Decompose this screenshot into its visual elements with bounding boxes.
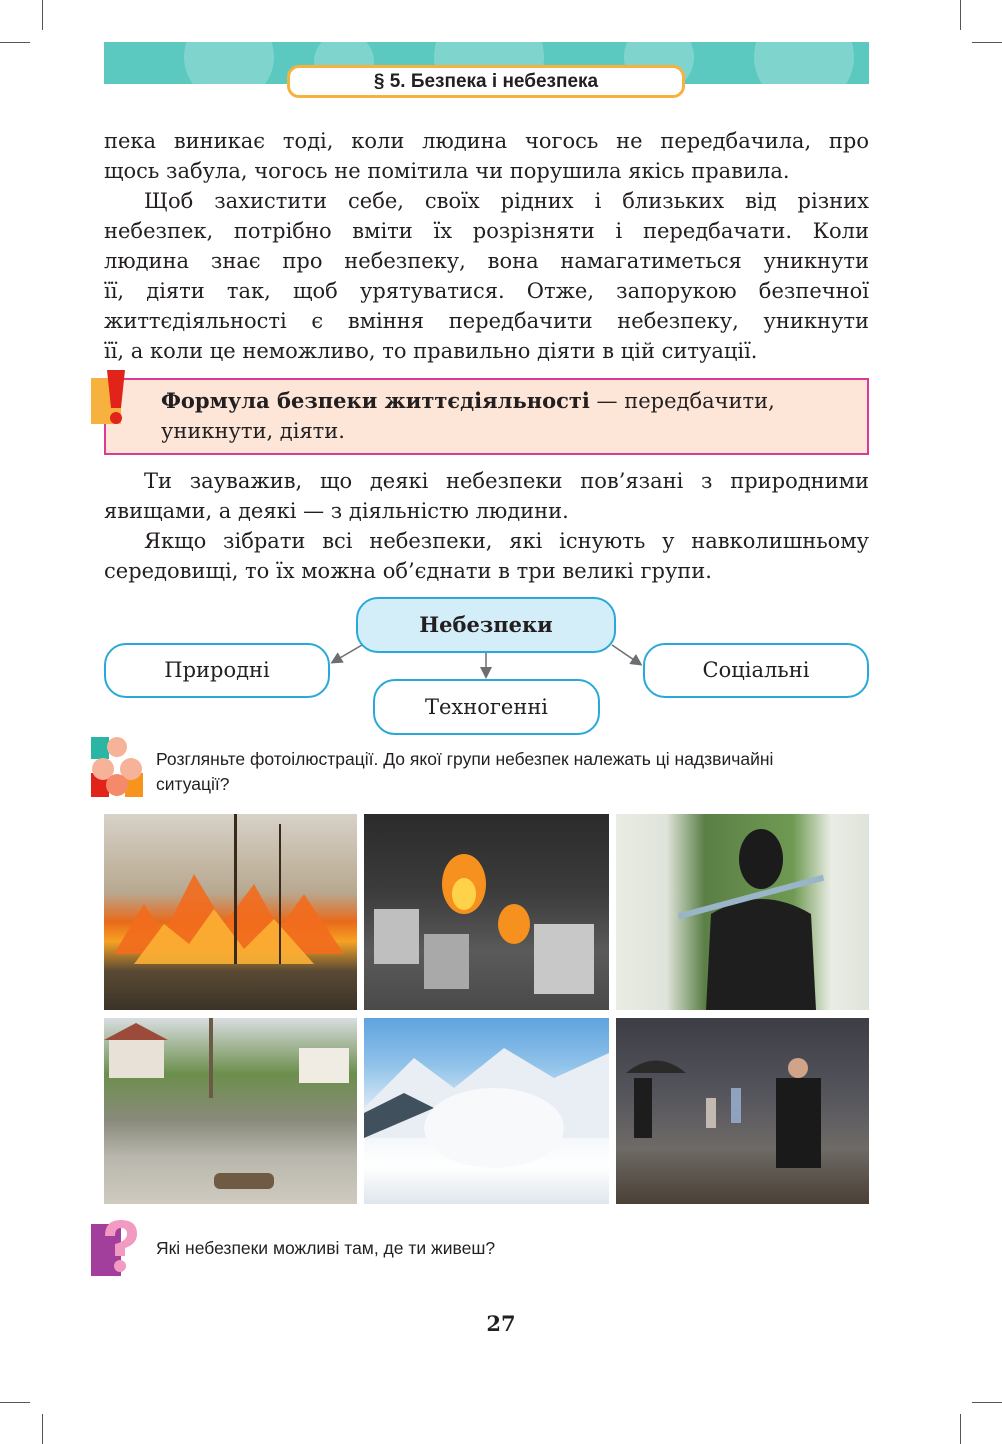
text-line: щось забула, чогось не помітила чи порушила якісь правила. bbox=[104, 159, 790, 183]
text-line: Щоб захистити себе, своїх рідних і близьких від різних bbox=[144, 189, 869, 213]
section-title: § 5. Безпека і небезпека bbox=[287, 65, 685, 98]
text-line: середовищі, то їх можна об’єднати в три великі групи. bbox=[104, 559, 712, 583]
text-line: її, а коли це неможливо, то правильно діяти в цій ситуації. bbox=[104, 339, 758, 363]
question-text: Які небезпеки можливі там, де ти живеш? bbox=[156, 1238, 496, 1258]
industrial-fire-photo bbox=[364, 814, 609, 1010]
rule-term: Формула безпеки життєдіяльності bbox=[161, 388, 590, 413]
text-line: життєдіяльності є вміння передбачити небезпеку, уникнути bbox=[104, 309, 869, 333]
page-number: 27 bbox=[486, 1311, 516, 1336]
group-work-icon bbox=[91, 737, 143, 797]
avalanche-photo bbox=[364, 1018, 609, 1204]
flood-photo bbox=[104, 1018, 357, 1204]
rule-definition: уникнути, діяти. bbox=[161, 419, 345, 443]
scheme-node-technogenic: Техногенні bbox=[373, 679, 600, 735]
text-line: явищами, а деякі — з діяльністю людини. bbox=[104, 499, 569, 523]
storm-photo bbox=[616, 1018, 869, 1204]
forest-fire-photo bbox=[104, 814, 357, 1010]
task-line: ситуації? bbox=[156, 774, 230, 794]
scheme-node-social: Соціальні bbox=[643, 643, 869, 698]
text-line: пека виникає тоді, коли людина чогось не передбачила, про bbox=[104, 129, 869, 153]
task-text bbox=[156, 747, 871, 797]
text-line: людина знає про небезпеку, вона намагатиметься уникнути bbox=[104, 249, 869, 273]
text-line: Якщо зібрати всі небезпеки, які існують у навколишньому bbox=[144, 529, 869, 553]
text-line: небезпек, потрібно вміти їх розрізняти і передбачати. Коли bbox=[104, 219, 869, 243]
task-line: Розгляньте фотоілюстрації. До якої групи небезпек належать ці надзвичайні bbox=[156, 749, 774, 769]
question-icon bbox=[91, 1218, 143, 1276]
burglar-photo bbox=[616, 814, 869, 1010]
scheme-node-natural: Природні bbox=[104, 643, 330, 698]
text-line: її, діяти так, щоб урятуватися. Отже, запорукою безпечної bbox=[104, 279, 869, 303]
rule-definition: — передбачити, bbox=[589, 389, 775, 413]
scheme-root: Небезпеки bbox=[356, 597, 616, 653]
text-line: Ти зауважив, що деякі небезпеки пов’язані з природними bbox=[144, 469, 869, 493]
